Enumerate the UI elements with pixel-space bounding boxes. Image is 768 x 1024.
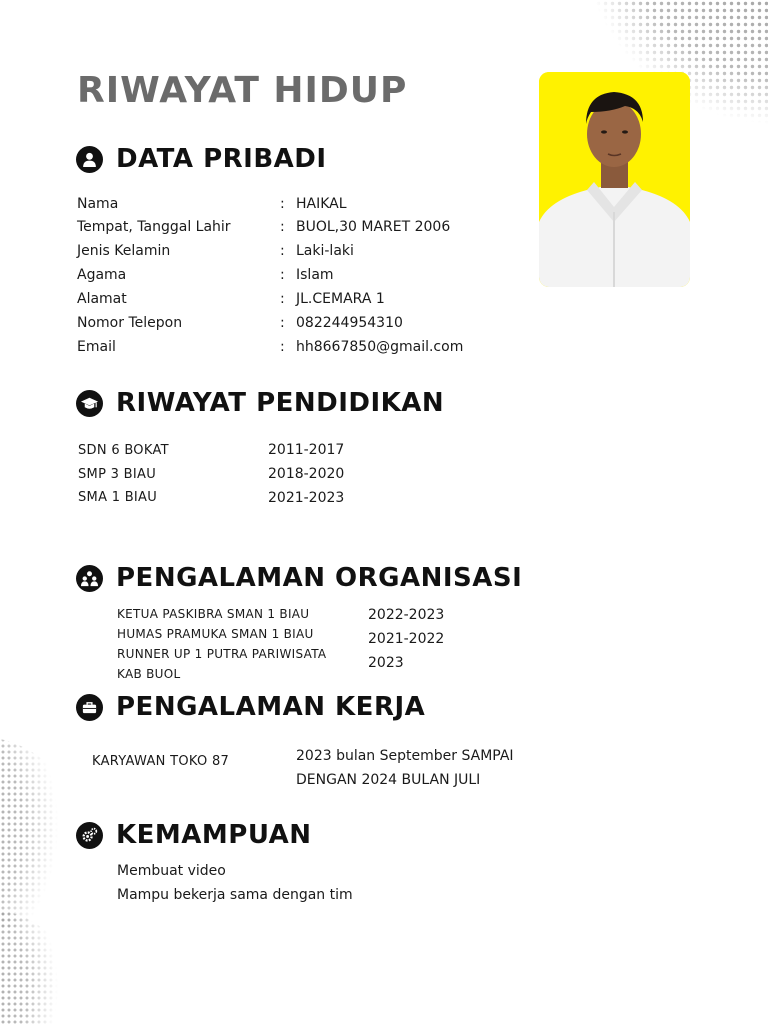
- field-value: Laki-laki: [296, 243, 354, 259]
- education-years: 2018-2020: [268, 466, 345, 482]
- section-title: DATA PRIBADI: [116, 144, 327, 174]
- separator: :: [280, 291, 285, 307]
- organization-year: 2023: [368, 655, 404, 671]
- organization-item: KETUA PASKIBRA SMAN 1 BIAU: [117, 607, 310, 621]
- field-label: Alamat: [77, 291, 127, 307]
- education-school: SMA 1 BIAU: [78, 490, 158, 505]
- separator: :: [280, 243, 285, 259]
- organization-item: KAB BUOL: [117, 667, 181, 681]
- skill-item: Mampu bekerja sama dengan tim: [117, 887, 353, 903]
- organization-item: RUNNER UP 1 PUTRA PARIWISATA: [117, 647, 327, 661]
- gears-icon: [76, 822, 103, 849]
- education-years: 2021-2023: [268, 490, 345, 506]
- person-portrait: [539, 72, 690, 287]
- section-title: PENGALAMAN ORGANISASI: [116, 563, 523, 593]
- work-period: 2023 bulan September SAMPAI: [296, 748, 514, 764]
- field-value: HAIKAL: [296, 196, 347, 212]
- education-years: 2011-2017: [268, 442, 345, 458]
- group-icon: [76, 565, 103, 592]
- work-period: DENGAN 2024 BULAN JULI: [296, 772, 481, 788]
- skill-item: Membuat video: [117, 863, 226, 879]
- separator: :: [280, 267, 285, 283]
- organization-year: 2022-2023: [368, 607, 445, 623]
- briefcase-icon: [76, 694, 103, 721]
- field-value: BUOL,30 MARET 2006: [296, 219, 451, 235]
- profile-photo: [539, 72, 690, 287]
- separator: :: [280, 196, 285, 212]
- field-label: Agama: [77, 267, 127, 283]
- field-value: 082244954310: [296, 315, 403, 331]
- organization-year: 2021-2022: [368, 631, 445, 647]
- section-kerja: [76, 690, 425, 724]
- section-data-pribadi: [76, 142, 327, 176]
- section-organisasi: [76, 561, 522, 595]
- field-label: Tempat, Tanggal Lahir: [77, 219, 231, 235]
- field-label: Jenis Kelamin: [77, 243, 171, 259]
- separator: :: [280, 219, 285, 235]
- field-value: JL.CEMARA 1: [296, 291, 385, 307]
- separator: :: [280, 339, 285, 355]
- section-title: PENGALAMAN KERJA: [116, 692, 426, 722]
- section-kemampuan: [76, 818, 312, 852]
- education-school: SDN 6 BOKAT: [78, 443, 169, 458]
- section-title: KEMAMPUAN: [116, 820, 312, 850]
- field-label: Nama: [77, 196, 119, 212]
- field-value: Islam: [296, 267, 334, 283]
- section-title: RIWAYAT PENDIDIKAN: [116, 388, 445, 418]
- halftone-dots-bottom-left: [0, 725, 90, 1024]
- section-pendidikan: [76, 386, 444, 420]
- page-title: RIWAYAT HIDUP: [77, 70, 408, 111]
- work-position: KARYAWAN TOKO 87: [92, 754, 230, 769]
- graduation-cap-icon: [76, 390, 103, 417]
- field-label: Nomor Telepon: [77, 315, 183, 331]
- organization-item: HUMAS PRAMUKA SMAN 1 BIAU: [117, 627, 314, 641]
- separator: :: [280, 315, 285, 331]
- field-value: hh8667850@gmail.com: [296, 339, 464, 355]
- education-school: SMP 3 BIAU: [78, 467, 157, 482]
- person-icon: [76, 146, 103, 173]
- field-label: Email: [77, 339, 116, 355]
